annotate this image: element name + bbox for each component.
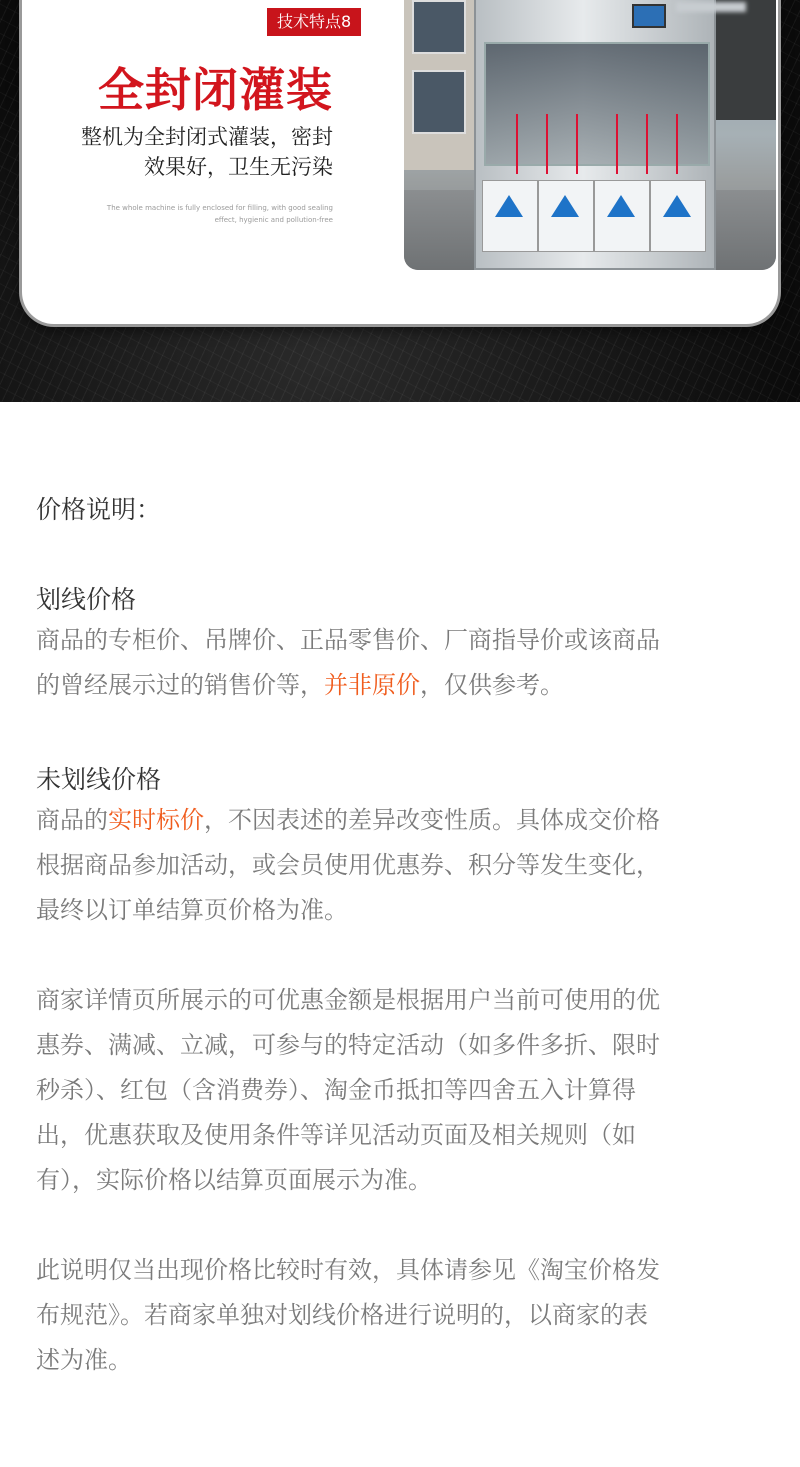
logo-mark: [551, 195, 579, 217]
text-segment: 商品的: [36, 806, 108, 834]
text-segment: 的曾经展示过的销售价等，: [36, 671, 324, 699]
cabinet-panel: [482, 180, 538, 252]
text-line: 惠券、满减、立减，可参与的特定活动（如多件多折、限时: [36, 1031, 660, 1059]
validity-note: [36, 1248, 766, 1383]
filling-tube: [616, 114, 618, 174]
feature-english-caption: [73, 202, 333, 226]
cabinet-panel: [538, 180, 594, 252]
feature-desc-line: 整机为全封闭式灌装，密封: [81, 125, 333, 149]
text-line: 布规范》。若商家单独对划线价格进行说明的，以商家的表: [36, 1301, 648, 1329]
window: [412, 70, 466, 134]
logo-mark: [495, 195, 523, 217]
text-line: 出，优惠获取及使用条件等详见活动页面及相关规则（如: [36, 1121, 636, 1149]
text-line: 此说明仅当出现价格比较时有效，具体请参见《淘宝价格发: [36, 1256, 660, 1284]
cabinet-panel: [594, 180, 650, 252]
logo-mark: [607, 195, 635, 217]
logo-mark: [663, 195, 691, 217]
feature-banner: [0, 0, 800, 402]
strike-price-heading: 划线价格: [36, 585, 137, 614]
discount-explanation: [36, 978, 766, 1203]
feature-description: [33, 122, 333, 182]
filling-tube: [516, 114, 518, 174]
text-line: 商品的专柜价、吊牌价、正品零售价、厂商指导价或该商品: [36, 626, 660, 654]
feature-tag: 技术特点8: [267, 8, 361, 36]
feature-en-line: The whole machine is fully enclosed for filling, with good sealing: [106, 204, 333, 212]
highlight-text: 并非原价: [324, 671, 420, 699]
price-note-title: 价格说明：: [36, 495, 162, 524]
filling-machine: [474, 0, 716, 270]
text-line: 述为准。: [36, 1346, 132, 1374]
control-screen: [632, 4, 666, 28]
feature-card: [22, 0, 778, 324]
highlight-text: 实时标价: [108, 806, 204, 834]
feature-desc-line: 效果好，卫生无污染: [144, 155, 333, 179]
text-line: 秒杀）、红包（含消费券）、淘金币抵扣等四舍五入计算得: [36, 1076, 636, 1104]
filling-machine-photo: [404, 0, 776, 270]
text-line: 有），实际价格以结算页面展示为准。: [36, 1166, 432, 1194]
filling-tube: [646, 114, 648, 174]
strike-price-text: [36, 618, 766, 708]
text-line: 最终以订单结算页价格为准。: [36, 896, 348, 924]
text-segment: ，不因表述的差异改变性质。具体成交价格: [204, 806, 660, 834]
feature-en-line: effect, hygienic and pollution-free: [214, 216, 333, 224]
nonstrike-price-heading: 未划线价格: [36, 765, 162, 794]
nonstrike-price-text: [36, 798, 766, 933]
filling-tube: [546, 114, 548, 174]
text-line: 根据商品参加活动，或会员使用优惠券、积分等发生变化，: [36, 851, 660, 879]
filling-tube: [576, 114, 578, 174]
filling-tube: [676, 114, 678, 174]
text-line: [36, 663, 766, 708]
building-wall: [404, 0, 474, 170]
enclosed-filling-chamber: [484, 42, 710, 166]
text-line: [36, 798, 766, 843]
text-segment: ，仅供参考。: [420, 671, 564, 699]
machine-label-plate: [676, 2, 746, 12]
window: [412, 0, 466, 54]
cabinet-panel: [650, 180, 706, 252]
text-line: 商家详情页所展示的可优惠金额是根据用户当前可使用的优: [36, 986, 660, 1014]
feature-title: 全封闭灌装: [98, 63, 333, 117]
